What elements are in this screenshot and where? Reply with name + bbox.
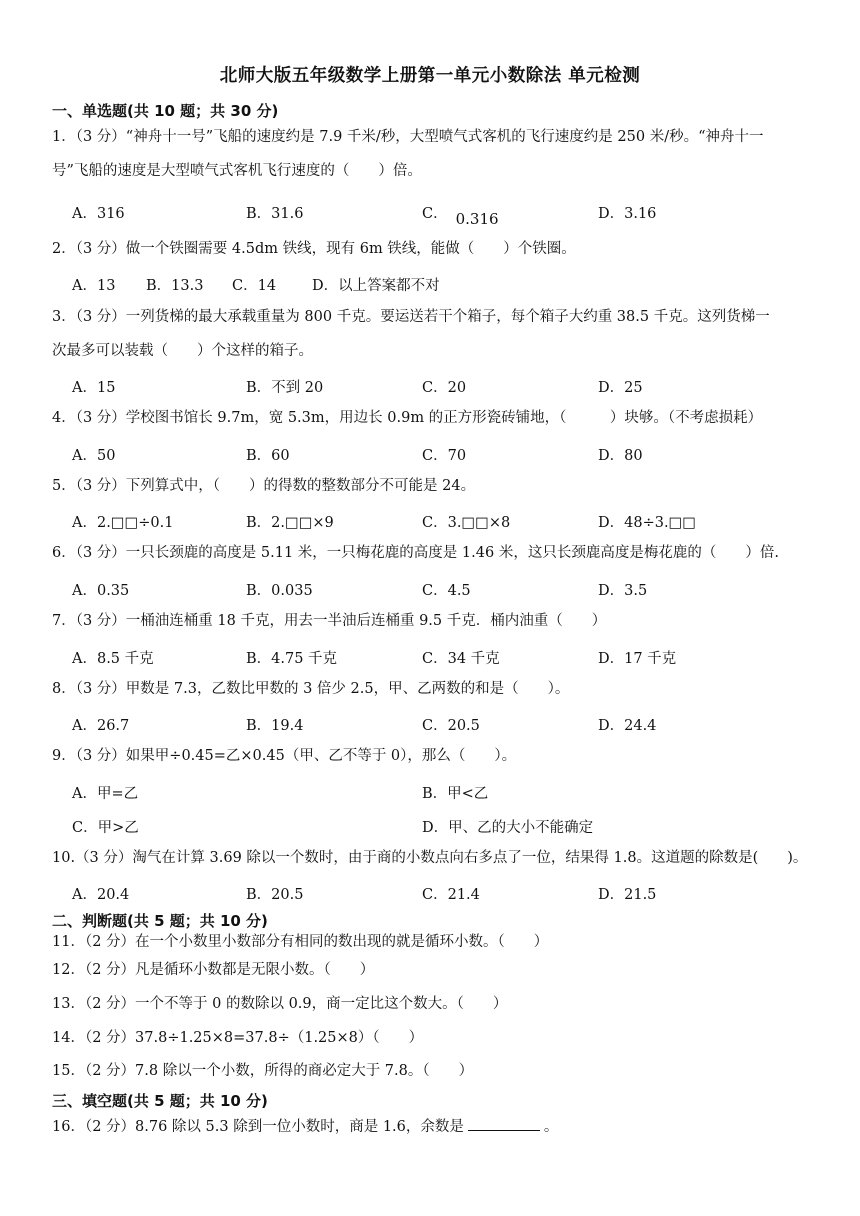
question-1-options: [72, 202, 812, 226]
question-9-options-row-2: [72, 816, 812, 840]
question-6: [52, 536, 812, 570]
question-12: [52, 953, 812, 987]
question-2-option-a[interactable]: A．13: [72, 278, 116, 294]
question-5-option-a[interactable]: A．2.□□÷0.1: [72, 515, 174, 531]
question-1-line-1: 1．（3 分）“神舟十一号”飞船的速度约是 7.9 千米/秒，大型喷气式客机的飞行速度约是 250 米/秒。“神舟十一: [52, 129, 764, 145]
question-9-option-c[interactable]: C．甲>乙: [72, 820, 139, 836]
question-9-option-d[interactable]: D．甲、乙的大小不能确定: [422, 820, 594, 836]
question-8-option-c[interactable]: C．20.5: [422, 718, 480, 734]
question-1-option-d[interactable]: D．3.16: [598, 206, 657, 222]
question-15-text: 15．（2 分）7.8 除以一个小数，所得的商必定大于 7.8。（ ）: [52, 1063, 474, 1079]
question-16-text-after: 。: [543, 1119, 559, 1135]
question-3-line-1: 3．（3 分）一列货梯的最大承载重量为 800 千克。要运送若干个箱子，每个箱子大约重 38.5 千克。这列货梯一: [52, 309, 770, 325]
question-10: [52, 841, 812, 875]
section-heading-fill-in: 三、填空题(共 5 题；共 10 分): [52, 1092, 268, 1110]
question-3-line-2: 次最多可以装载（ ）个这样的箱子。: [52, 343, 313, 359]
question-5-option-d[interactable]: D．48÷3.□□: [598, 515, 696, 531]
question-2-option-d[interactable]: D．以上答案都不对: [312, 278, 440, 294]
question-2: [52, 232, 812, 266]
question-10-option-d[interactable]: D．21.5: [598, 887, 657, 903]
question-8-option-a[interactable]: A．26.7: [72, 718, 130, 734]
question-7-text: 7．（3 分）一桶油连桶重 18 千克，用去一半油后连桶重 9.5 千克．桶内油重（ ）: [52, 613, 607, 629]
question-13-text: 13．（2 分）一个不等于 0 的数除以 0.9，商一定比这个数大。（ ）: [52, 996, 508, 1012]
question-10-text: 10.（3 分）淘气在计算 3.69 除以一个数时，由于商的小数点向右多点了一位，结果得 1.8。这道题的除数是( )。: [52, 850, 808, 866]
question-4-options: [72, 444, 812, 468]
option-c-label: C．: [422, 206, 448, 222]
question-16: [52, 1110, 812, 1144]
question-10-option-c[interactable]: C．21.4: [422, 887, 480, 903]
question-5-text: 5．（3 分）下列算式中，（ ）的得数的整数部分不可能是 24。: [52, 478, 476, 494]
question-7: [52, 604, 812, 638]
question-3-option-d[interactable]: D．25: [598, 380, 643, 396]
question-3-options: [72, 376, 812, 400]
question-9-options-row-1: [72, 782, 812, 806]
question-6-option-b[interactable]: B．0.035: [246, 583, 313, 599]
question-8: [52, 672, 812, 706]
question-5: [52, 469, 812, 503]
question-1-option-a[interactable]: A．316: [72, 206, 125, 222]
question-13: [52, 987, 812, 1021]
question-8-option-d[interactable]: D．24.4: [598, 718, 657, 734]
question-6-option-a[interactable]: A．0.35: [72, 583, 130, 599]
question-7-option-d[interactable]: D．17 千克: [598, 651, 677, 667]
question-2-option-b[interactable]: B．13.3: [146, 278, 204, 294]
question-2-text: 2．（3 分）做一个铁圈需要 4.5dm 铁线，现有 6m 铁线，能做（ ）个铁圈。: [52, 241, 576, 257]
question-9-option-a[interactable]: A．甲=乙: [72, 786, 139, 802]
question-3-option-b[interactable]: B．不到 20: [246, 380, 324, 396]
question-4-option-a[interactable]: A．50: [72, 448, 116, 464]
question-4-option-b[interactable]: B．60: [246, 448, 290, 464]
question-7-option-a[interactable]: A．8.5 千克: [72, 651, 154, 667]
question-16-line: [52, 1110, 812, 1144]
question-4-text: 4．（3 分）学校图书馆长 9.7m，宽 5.3m，用边长 0.9m 的正方形瓷砖铺地，（ ）块够。（不考虑损耗）: [52, 410, 763, 426]
question-6-option-d[interactable]: D．3.5: [598, 583, 648, 599]
question-7-options: [72, 647, 812, 671]
question-5-option-b[interactable]: B．2.□□×9: [246, 515, 334, 531]
question-4: [52, 401, 812, 435]
question-11-text: 11．（2 分）在一个小数里小数部分有相同的数出现的就是循环小数。（ ）: [52, 934, 549, 950]
question-9-text: 9．（3 分）如果甲÷0.45=乙×0.45（甲、乙不等于 0），那么（ ）。: [52, 748, 517, 764]
section-heading-single-choice: 一、单选题(共 10 题；共 30 分): [52, 102, 279, 120]
question-1-line-2: 号”飞船的速度是大型喷气式客机飞行速度的（ ）倍。: [52, 163, 422, 179]
answer-blank[interactable]: [468, 1116, 540, 1131]
question-10-option-b[interactable]: B．20.5: [246, 887, 304, 903]
section-heading-true-false: 二、判断题(共 5 题；共 10 分): [52, 912, 268, 930]
question-8-options: [72, 714, 812, 738]
question-7-option-c[interactable]: C．34 千克: [422, 651, 500, 667]
question-12-text: 12．（2 分）凡是循环小数都是无限小数。（ ）: [52, 962, 375, 978]
question-14: [52, 1021, 812, 1055]
question-15: [52, 1054, 812, 1088]
question-10-option-a[interactable]: A．20.4: [72, 887, 130, 903]
question-3-option-c[interactable]: C．20: [422, 380, 467, 396]
question-7-option-b[interactable]: B．4.75 千克: [246, 651, 338, 667]
question-3-option-a[interactable]: A．15: [72, 380, 116, 396]
question-5-options: [72, 511, 812, 535]
question-1-option-c[interactable]: [422, 202, 499, 228]
question-3: [52, 300, 812, 368]
question-4-option-c[interactable]: C．70: [422, 448, 467, 464]
question-1-option-b[interactable]: B．31.6: [246, 206, 304, 222]
question-1: [52, 120, 812, 188]
question-16-text-before: 16．（2 分）8.76 除以 5.3 除到一位小数时，商是 1.6，余数是: [52, 1119, 464, 1135]
option-c-value: 0.316: [455, 210, 499, 228]
question-5-option-c[interactable]: C．3.□□×8: [422, 515, 511, 531]
question-14-text: 14．（2 分）37.8÷1.25×8=37.8÷（1.25×8）（ ）: [52, 1030, 424, 1046]
page-title: 北师大版五年级数学上册第一单元小数除法 单元检测: [219, 66, 641, 86]
question-6-text: 6．（3 分）一只长颈鹿的高度是 5.11 米，一只梅花鹿的高度是 1.46 米，这只长颈鹿高度是梅花鹿的（ ）倍.: [52, 545, 779, 561]
question-4-option-d[interactable]: D．80: [598, 448, 643, 464]
question-2-option-c[interactable]: C．14: [232, 278, 277, 294]
question-8-option-b[interactable]: B．19.4: [246, 718, 304, 734]
question-9-option-b[interactable]: B．甲<乙: [422, 786, 489, 802]
question-8-text: 8．（3 分）甲数是 7.3，乙数比甲数的 3 倍少 2.5，甲、乙两数的和是（ ）。: [52, 681, 570, 697]
question-6-option-c[interactable]: C．4.5: [422, 583, 471, 599]
question-2-options: [72, 274, 812, 298]
question-6-options: [72, 579, 812, 603]
question-9: [52, 739, 812, 773]
question-10-options: [72, 883, 812, 907]
